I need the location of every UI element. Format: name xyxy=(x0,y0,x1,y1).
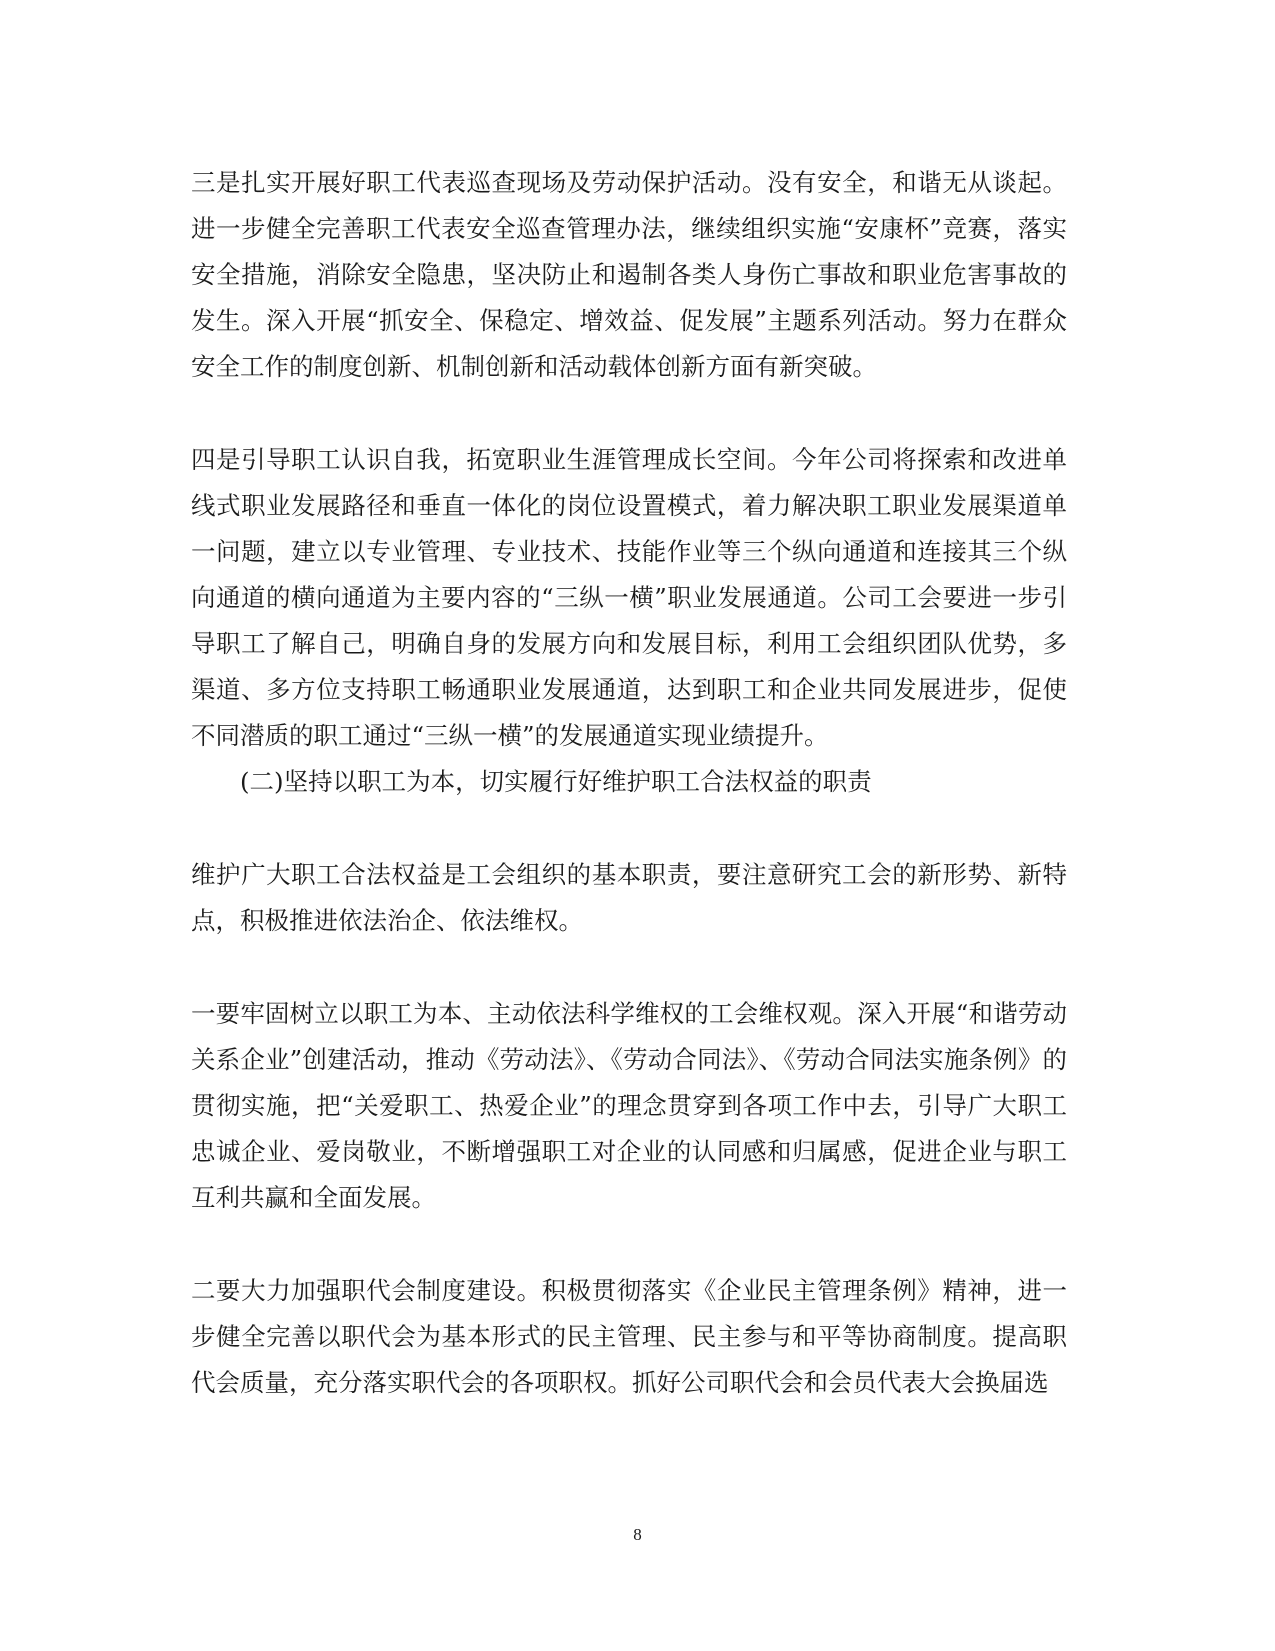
paragraph-rights-view: 一要牢固树立以职工为本、主动依法科学维权的工会维权观。深入开展“和谐劳动关系企业”创建活动，推动《劳动法》、《劳动合同法》、《劳动合同法实施条例》的贯彻实施，把“关爱职工、热爱企业”的理念贯穿到各项工作中去，引导广大职工忠诚企业、爱岗敬业，不断增强职工对企业的认同感和归属感，促进企业与职工互利共赢和全面发展。 xyxy=(191,999,1067,1212)
paragraph-gap xyxy=(191,1221,1067,1268)
paragraph-congress-system: 二要大力加强职代会制度建设。积极贯彻落实《企业民主管理条例》精神，进一步健全完善以职代会为基本形式的民主管理、民主参与和平等协商制度。提高职代会质量，充分落实职代会的各项职权。抓好公司职代会和会员代表大会换届选 xyxy=(191,1276,1067,1397)
paragraph-safety-inspection: 三是扎实开展好职工代表巡查现场及劳动保护活动。没有安全，和谐无从谈起。进一步健全完善职工代表安全巡查管理办法，继续组织实施“安康杯”竞赛，落实安全措施，消除安全隐患，坚决防止和遏制各类人身伤亡事故和职业危害事故的发生。深入开展“抓安全、保稳定、增效益、促发展”主题系列活动。努力在群众安全工作的制度创新、机制创新和活动载体创新方面有新突破。 xyxy=(191,168,1067,381)
section-heading: (二)坚持以职工为本，切实履行好维护职工合法权益的职责 xyxy=(240,767,872,796)
paragraph-gap xyxy=(191,944,1067,991)
page-number: 8 xyxy=(633,1525,642,1544)
paragraph-rights-protection: 维护广大职工合法权益是工会组织的基本职责，要注意研究工会的新形势、新特点，积极推进依法治企、依法维权。 xyxy=(191,860,1067,935)
page-content xyxy=(191,160,1067,1406)
paragraph-career-development: 四是引导职工认识自我，拓宽职业生涯管理成长空间。今年公司将探索和改进单线式职业发展路径和垂直一体化的岗位设置模式，着力解决职工职业发展渠道单一问题，建立以专业管理、专业技术、技能作业等三个纵向通道和连接其三个纵向通道的横向通道为主要内容的“三纵一横”职业发展通道。公司工会要进一步引导职工了解自己，明确自身的发展方向和发展目标，利用工会组织团队优势，多渠道、多方位支持职工畅通职业发展通道，达到职工和企业共同发展进步，促使不同潜质的职工通过“三纵一横”的发展通道实现业绩提升。 xyxy=(191,445,1067,750)
paragraph-gap xyxy=(191,390,1067,437)
paragraph-gap xyxy=(191,805,1067,852)
